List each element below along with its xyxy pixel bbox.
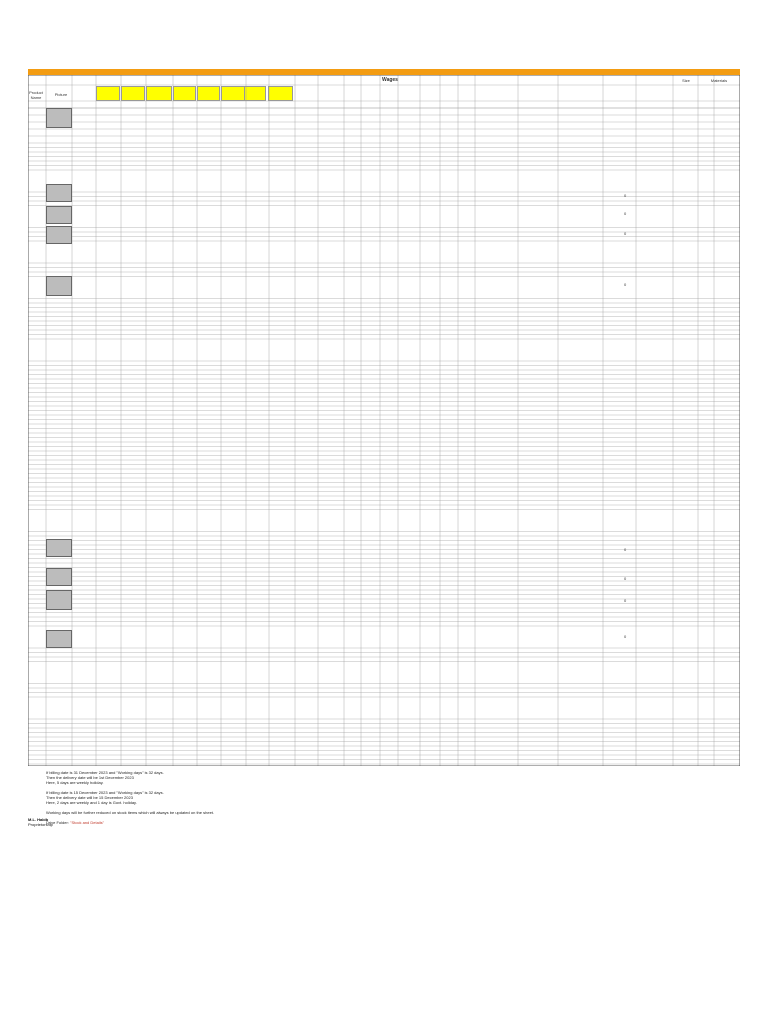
computed-value-cell: 0 bbox=[624, 282, 627, 287]
product-image-placeholder bbox=[46, 108, 72, 128]
wages-header: Wages bbox=[382, 77, 398, 83]
product-image-placeholder bbox=[46, 206, 72, 224]
computed-value-cell: 0 bbox=[624, 211, 627, 216]
size-header: Size bbox=[682, 78, 690, 83]
drive-folder-link[interactable]: "Stock and Details" bbox=[70, 820, 104, 825]
signature-name: M.L. Habib bbox=[28, 817, 49, 822]
signature bbox=[28, 818, 53, 827]
drive-folder-label: Drive Folder: bbox=[46, 820, 69, 825]
product-image-placeholder bbox=[46, 568, 72, 586]
computed-value-cell: 0 bbox=[624, 193, 627, 198]
signature-role: Proprietorship bbox=[28, 821, 53, 827]
note-1: If billing date is 31 December 2023 and "Working days" is 32 days. Then the delivery date will be 1st December 2023 Here, 5 days are weekly holiday. bbox=[46, 770, 164, 785]
note-4 bbox=[46, 820, 346, 825]
computed-value-cell: 0 bbox=[624, 576, 627, 581]
computed-value-cell: 0 bbox=[624, 598, 627, 603]
product-image-placeholder bbox=[46, 184, 72, 202]
product-image-placeholder bbox=[46, 276, 72, 296]
product-name-header: Product Name bbox=[29, 90, 43, 100]
grid-lines bbox=[28, 75, 740, 766]
product-image-placeholder bbox=[46, 539, 72, 557]
computed-value-cell: 0 bbox=[624, 634, 627, 639]
note-3: Working days will be further reduced on stock items which will always be updated on the sheet. bbox=[46, 810, 215, 815]
notes-section bbox=[46, 770, 346, 830]
computed-value-cell: 0 bbox=[624, 547, 627, 552]
spreadsheet-grid bbox=[28, 75, 740, 766]
product-image-placeholder bbox=[46, 590, 72, 610]
picture-header: Picture bbox=[54, 92, 68, 97]
materials-header: Materials bbox=[710, 78, 728, 83]
computed-value-cell: 0 bbox=[624, 231, 627, 236]
note-2: If billing date is 15 December 2023 and "Working days" is 32 days. Then the delivery date will be 15 December 2023 Here, 2 days are weekly and 1 day is Govt. holiday. bbox=[46, 790, 164, 805]
product-image-placeholder bbox=[46, 226, 72, 244]
product-image-placeholder bbox=[46, 630, 72, 648]
